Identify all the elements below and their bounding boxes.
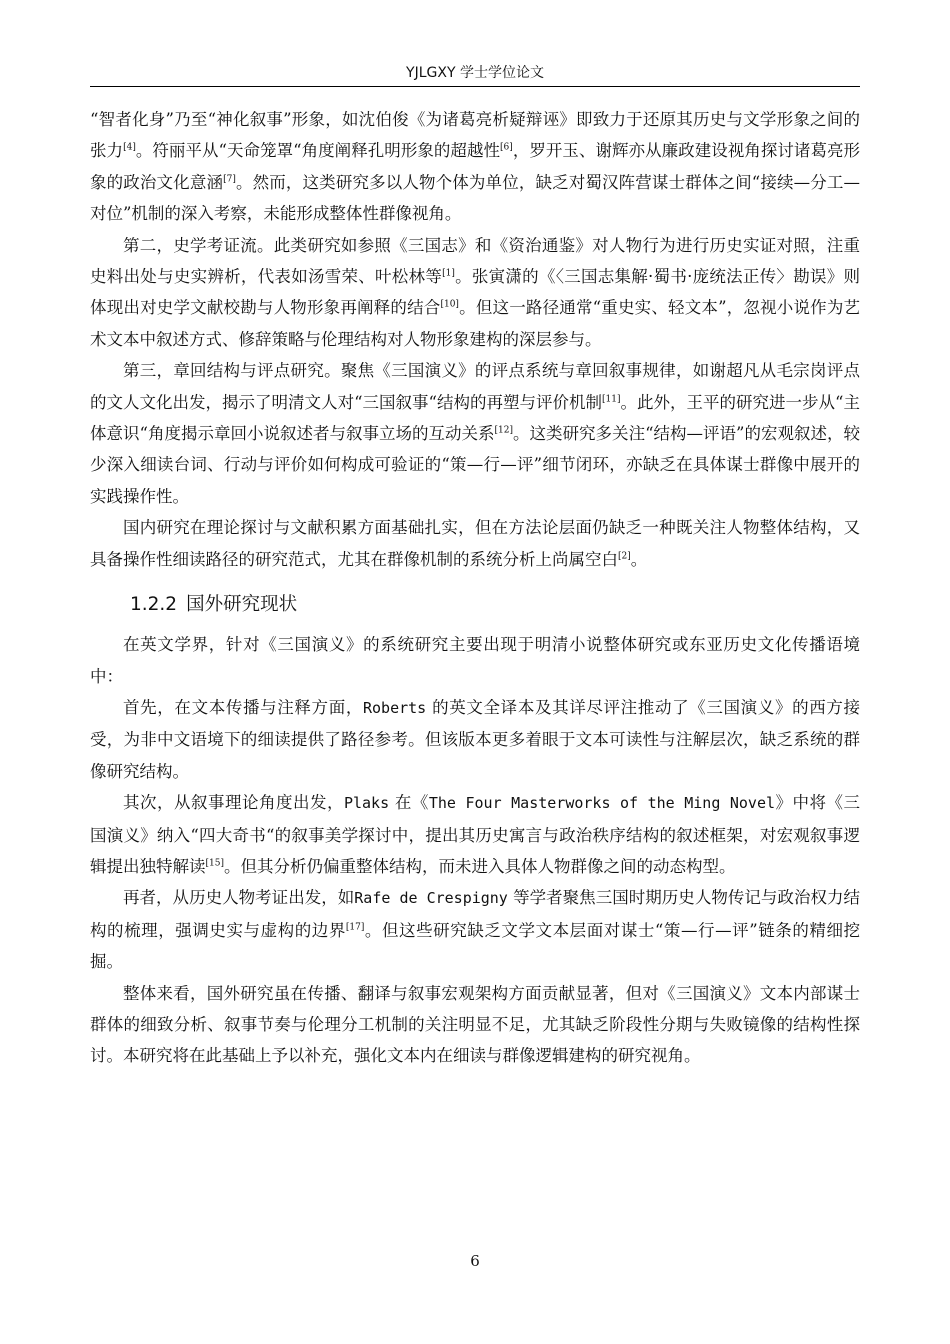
text: 。这类研究多关注“结构—评语”的宏观叙述，较少深入细读台词、行动与评价如何构成可验证的“策—行—评”细节闭环，亦缺乏在具体谋士群像中展开的实践操作性。 bbox=[90, 424, 860, 506]
paragraph-9 bbox=[90, 978, 860, 1072]
header-rule bbox=[90, 86, 860, 87]
text: 》中将《三国演义》纳入“四大奇书“的叙事美学探讨中，提出其历史寓言与政治秩序结构的叙述框架，对宏观叙事逻辑提出独特解读 bbox=[90, 793, 861, 876]
paragraph-7 bbox=[90, 787, 860, 882]
text: 。符丽平从“天命笼罩“角度阐释孔明形象的超越性 bbox=[135, 141, 501, 161]
text: 。但这一路径通常“重史实、轻文本”，忽视小说作为艺术文本中叙述方式、修辞策略与伦理结构对人物形象建构的深层参与。 bbox=[90, 298, 861, 349]
citation: [6] bbox=[500, 142, 513, 153]
text: 其次，从叙事理论角度出发， bbox=[123, 793, 344, 813]
text: 在《 bbox=[389, 793, 429, 813]
text: 。此外，王平的研究进一步从“主体意识“角度揭示章回小说叙述者与叙事立场的互动关系 bbox=[90, 392, 861, 444]
author-name: Rafe de Crespigny bbox=[354, 889, 508, 908]
text: ，罗开玉、谢辉亦从廉政建设视角探讨诸葛亮形象的政治文化意涵 bbox=[90, 141, 861, 192]
citation: [17] bbox=[345, 922, 365, 932]
text: 在英文学界，针对《三国演义》的系统研究主要出现于明清小说整体研究或东亚历史文化传播语境中： bbox=[90, 635, 860, 686]
citation: [4] bbox=[123, 142, 136, 153]
citation: [1] bbox=[442, 268, 455, 279]
text: 。但这些研究缺乏文学文本层面对谋士“策—行—评”链条的精细挖掘。 bbox=[90, 920, 861, 972]
text: 。 bbox=[630, 549, 648, 569]
running-header: YJLGXY 学士学位论文 bbox=[406, 65, 544, 81]
text: 首先，在文本传播与注释方面， bbox=[123, 697, 363, 717]
text: 第三，章回结构与评点研究。聚焦《三国演义》的评点系统与章回叙事规律，如谢超凡从毛宗岗评点的文人文化出发，揭示了明清文人对“三国叙事“结构的再塑与评价机制 bbox=[90, 361, 860, 412]
text: 。然而，这类研究多以人物个体为单位，缺乏对蜀汉阵营谋士群体之间“接续—分工—对位”机制的深入考察，未能形成整体性群像视角。 bbox=[90, 172, 861, 224]
citation: [10] bbox=[440, 299, 459, 310]
paragraph-2 bbox=[90, 230, 860, 356]
text: 第二，史学考证流。此类研究如参照《三国志》和《资治通鉴》对人物行为进行历史实证对照，注重史料出处与史实辨析，代表如汤雪荣、叶松林等 bbox=[90, 235, 860, 287]
citation: [12] bbox=[494, 425, 514, 436]
paragraph-3 bbox=[90, 355, 860, 512]
citation: [15] bbox=[205, 858, 224, 869]
paragraph-1 bbox=[90, 104, 860, 230]
citation: [11] bbox=[602, 393, 621, 404]
text: 再者，从历史人物考证出发，如 bbox=[123, 888, 355, 908]
paragraph-6 bbox=[90, 692, 860, 787]
citation: [7] bbox=[223, 174, 236, 185]
text: 。张寅潇的《〈三国志集解·蜀书·庞统法正传〉勘误》则体现出对史学文献校勘与人物形象再阐释的结合 bbox=[90, 267, 860, 318]
paragraph-5 bbox=[90, 629, 860, 692]
section-title: 国外研究现状 bbox=[186, 594, 298, 616]
author-name: Roberts bbox=[363, 698, 427, 717]
paragraph-8 bbox=[90, 882, 860, 977]
book-title: The Four Masterworks of the Ming Novel bbox=[428, 794, 776, 813]
paragraph-4 bbox=[90, 512, 860, 575]
section-heading bbox=[130, 590, 860, 620]
text: 。但其分析仍偏重整体结构，而未进入具体人物群像之间的动态构型。 bbox=[223, 856, 736, 876]
page-number: 6 bbox=[470, 1252, 480, 1270]
body-content bbox=[90, 104, 860, 1072]
citation: [2] bbox=[618, 550, 631, 561]
section-number: 1.2.2 bbox=[130, 594, 178, 616]
text: 整体来看，国外研究虽在传播、翻译与叙事宏观架构方面贡献显著，但对《三国演义》文本内部谋士群体的细致分析、叙事节奏与伦理分工机制的关注明显不足，尤其缺乏阶段性分期与失败镜像的结构性探讨。本研究将在此基础上予以补充，强化文本内在细读与群像逻辑建构的研究视角。 bbox=[90, 983, 860, 1066]
text: 国内研究在理论探讨与文献积累方面基础扎实，但在方法论层面仍缺乏一种既关注人物整体结构，又具备操作性细读路径的研究范式，尤其在群像机制的系统分析上尚属空白 bbox=[90, 518, 860, 569]
text: “智者化身”乃至“神化叙事”形象，如沈伯俊《为诸葛亮析疑辩诬》即致力于还原其历史与文学形象之间的张力 bbox=[90, 110, 860, 161]
text: 等学者聚焦三国时期历史人物传记与政治权力结构的梳理，强调史实与虚构的边界 bbox=[90, 888, 860, 940]
author-name: Plaks bbox=[343, 794, 390, 813]
text: 的英文全译本及其详尽评注推动了《三国演义》的西方接受，为非中文语境下的细读提供了路径参考。但该版本更多着眼于文本可读性与注解层次，缺乏系统的群像研究结构。 bbox=[90, 697, 861, 781]
